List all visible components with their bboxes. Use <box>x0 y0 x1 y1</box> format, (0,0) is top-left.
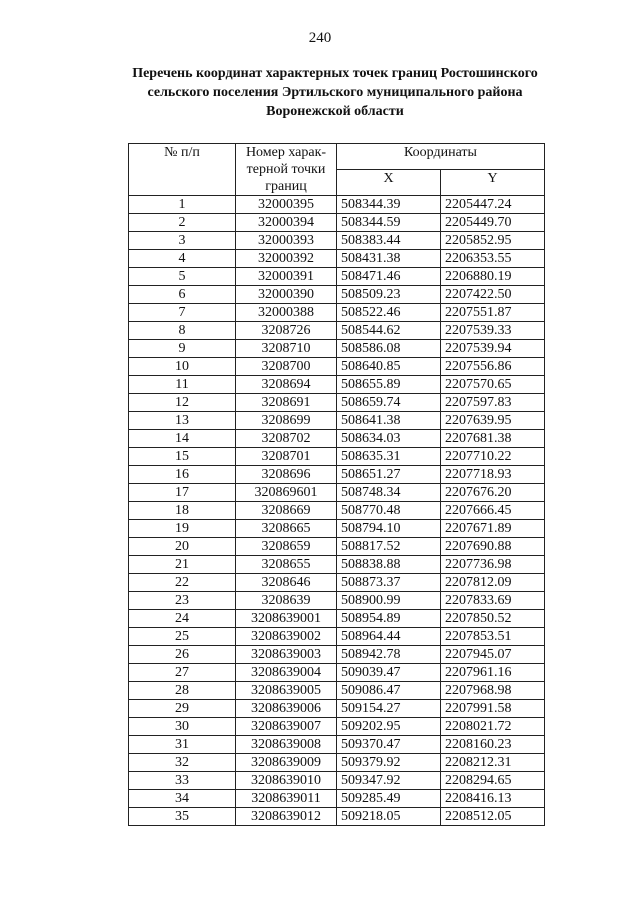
cell-x: 508344.59 <box>337 214 441 232</box>
cell-point-code: 3208646 <box>236 574 337 592</box>
cell-num: 12 <box>129 394 236 412</box>
table-row <box>129 286 545 304</box>
cell-num: 3 <box>129 232 236 250</box>
cell-x: 508770.48 <box>337 502 441 520</box>
cell-point-code: 3208710 <box>236 340 337 358</box>
table-row <box>129 466 545 484</box>
cell-point-code: 3208639003 <box>236 646 337 664</box>
table-row <box>129 340 545 358</box>
cell-point-code: 3208639012 <box>236 808 337 826</box>
cell-x: 508634.03 <box>337 430 441 448</box>
table-row <box>129 808 545 826</box>
cell-point-code: 3208691 <box>236 394 337 412</box>
table-row <box>129 520 545 538</box>
cell-y: 2207968.98 <box>441 682 545 700</box>
cell-num: 9 <box>129 340 236 358</box>
cell-x: 508641.38 <box>337 412 441 430</box>
cell-y: 2205852.95 <box>441 232 545 250</box>
cell-x: 508344.39 <box>337 196 441 214</box>
table-row <box>129 664 545 682</box>
table-row <box>129 430 545 448</box>
cell-point-code: 32000388 <box>236 304 337 322</box>
table-row <box>129 628 545 646</box>
table-row <box>129 790 545 808</box>
cell-point-code: 32000390 <box>236 286 337 304</box>
cell-num: 17 <box>129 484 236 502</box>
cell-num: 19 <box>129 520 236 538</box>
header-point-code: Номер харак- терной точки границ <box>236 144 337 196</box>
table-row <box>129 700 545 718</box>
page-number: 240 <box>308 30 332 46</box>
table-row <box>129 448 545 466</box>
cell-x: 509086.47 <box>337 682 441 700</box>
table-row <box>129 304 545 322</box>
cell-num: 34 <box>129 790 236 808</box>
cell-x: 509202.95 <box>337 718 441 736</box>
table-row <box>129 412 545 430</box>
cell-x: 508640.85 <box>337 358 441 376</box>
cell-y: 2207812.09 <box>441 574 545 592</box>
cell-x: 508900.99 <box>337 592 441 610</box>
cell-x: 508748.34 <box>337 484 441 502</box>
cell-y: 2207539.33 <box>441 322 545 340</box>
cell-x: 508383.44 <box>337 232 441 250</box>
cell-point-code: 3208665 <box>236 520 337 538</box>
cell-point-code: 3208655 <box>236 556 337 574</box>
cell-num: 30 <box>129 718 236 736</box>
cell-num: 2 <box>129 214 236 232</box>
cell-point-code: 3208669 <box>236 502 337 520</box>
cell-num: 32 <box>129 754 236 772</box>
cell-y: 2207539.94 <box>441 340 545 358</box>
cell-x: 508794.10 <box>337 520 441 538</box>
cell-y: 2207710.22 <box>441 448 545 466</box>
cell-x: 509379.92 <box>337 754 441 772</box>
cell-num: 26 <box>129 646 236 664</box>
table-row <box>129 250 545 268</box>
cell-num: 11 <box>129 376 236 394</box>
table-row <box>129 646 545 664</box>
cell-point-code: 3208700 <box>236 358 337 376</box>
cell-point-code: 3208639007 <box>236 718 337 736</box>
cell-num: 6 <box>129 286 236 304</box>
cell-num: 10 <box>129 358 236 376</box>
cell-y: 2205449.70 <box>441 214 545 232</box>
cell-point-code: 3208639 <box>236 592 337 610</box>
cell-x: 508838.88 <box>337 556 441 574</box>
cell-y: 2207718.93 <box>441 466 545 484</box>
cell-y: 2208416.13 <box>441 790 545 808</box>
table-row <box>129 556 545 574</box>
table-row <box>129 754 545 772</box>
cell-point-code: 3208639011 <box>236 790 337 808</box>
cell-x: 508817.52 <box>337 538 441 556</box>
cell-y: 2207850.52 <box>441 610 545 628</box>
cell-x: 508509.23 <box>337 286 441 304</box>
cell-num: 23 <box>129 592 236 610</box>
cell-point-code: 3208702 <box>236 430 337 448</box>
table-row <box>129 358 545 376</box>
cell-y: 2207551.87 <box>441 304 545 322</box>
cell-num: 18 <box>129 502 236 520</box>
table-row <box>129 394 545 412</box>
cell-point-code: 3208639006 <box>236 700 337 718</box>
cell-x: 509039.47 <box>337 664 441 682</box>
cell-x: 508471.46 <box>337 268 441 286</box>
cell-x: 508659.74 <box>337 394 441 412</box>
cell-num: 15 <box>129 448 236 466</box>
cell-x: 508651.27 <box>337 466 441 484</box>
table-row <box>129 682 545 700</box>
cell-y: 2207671.89 <box>441 520 545 538</box>
cell-num: 13 <box>129 412 236 430</box>
cell-y: 2207736.98 <box>441 556 545 574</box>
cell-x: 508635.31 <box>337 448 441 466</box>
table-row <box>129 736 545 754</box>
cell-y: 2208294.65 <box>441 772 545 790</box>
cell-point-code: 32000393 <box>236 232 337 250</box>
cell-num: 14 <box>129 430 236 448</box>
cell-y: 2207422.50 <box>441 286 545 304</box>
table-row <box>129 322 545 340</box>
cell-y: 2208512.05 <box>441 808 545 826</box>
cell-y: 2207961.16 <box>441 664 545 682</box>
cell-num: 33 <box>129 772 236 790</box>
cell-num: 35 <box>129 808 236 826</box>
cell-y: 2207639.95 <box>441 412 545 430</box>
cell-y: 2207991.58 <box>441 700 545 718</box>
header-coordinates: Координаты <box>337 144 545 170</box>
cell-point-code: 3208639008 <box>236 736 337 754</box>
cell-x: 508544.62 <box>337 322 441 340</box>
cell-num: 7 <box>129 304 236 322</box>
cell-x: 508964.44 <box>337 628 441 646</box>
cell-x: 508873.37 <box>337 574 441 592</box>
cell-y: 2207681.38 <box>441 430 545 448</box>
title-line-1: Перечень координат характерных точек границ Ростошинского <box>132 66 538 81</box>
cell-point-code: 3208726 <box>236 322 337 340</box>
header-num: № п/п <box>129 144 236 196</box>
cell-num: 22 <box>129 574 236 592</box>
table-row <box>129 232 545 250</box>
cell-y: 2206880.19 <box>441 268 545 286</box>
document-title <box>90 64 580 121</box>
cell-num: 20 <box>129 538 236 556</box>
cell-point-code: 3208701 <box>236 448 337 466</box>
table-row <box>129 574 545 592</box>
cell-point-code: 32000395 <box>236 196 337 214</box>
cell-y: 2208160.23 <box>441 736 545 754</box>
cell-point-code: 3208659 <box>236 538 337 556</box>
cell-num: 21 <box>129 556 236 574</box>
table-row <box>129 214 545 232</box>
cell-y: 2207945.07 <box>441 646 545 664</box>
cell-point-code: 320869601 <box>236 484 337 502</box>
cell-x: 508655.89 <box>337 376 441 394</box>
table-row <box>129 592 545 610</box>
cell-x: 508942.78 <box>337 646 441 664</box>
table-row <box>129 196 545 214</box>
cell-num: 29 <box>129 700 236 718</box>
cell-num: 31 <box>129 736 236 754</box>
cell-y: 2207690.88 <box>441 538 545 556</box>
coordinates-table <box>128 143 545 826</box>
cell-point-code: 3208699 <box>236 412 337 430</box>
cell-y: 2207570.65 <box>441 376 545 394</box>
table-row <box>129 718 545 736</box>
cell-x: 509370.47 <box>337 736 441 754</box>
cell-point-code: 3208639002 <box>236 628 337 646</box>
cell-num: 27 <box>129 664 236 682</box>
cell-x: 509347.92 <box>337 772 441 790</box>
cell-num: 4 <box>129 250 236 268</box>
cell-point-code: 3208696 <box>236 466 337 484</box>
cell-y: 2208021.72 <box>441 718 545 736</box>
cell-point-code: 3208639009 <box>236 754 337 772</box>
cell-point-code: 3208639010 <box>236 772 337 790</box>
cell-point-code: 3208639001 <box>236 610 337 628</box>
cell-y: 2207853.51 <box>441 628 545 646</box>
cell-point-code: 32000392 <box>236 250 337 268</box>
header-x: X <box>337 170 441 196</box>
cell-num: 24 <box>129 610 236 628</box>
table-row <box>129 268 545 286</box>
table-row <box>129 502 545 520</box>
cell-point-code: 32000394 <box>236 214 337 232</box>
table-row <box>129 376 545 394</box>
cell-num: 16 <box>129 466 236 484</box>
cell-x: 508586.08 <box>337 340 441 358</box>
cell-x: 509154.27 <box>337 700 441 718</box>
cell-x: 508522.46 <box>337 304 441 322</box>
cell-y: 2207597.83 <box>441 394 545 412</box>
cell-num: 8 <box>129 322 236 340</box>
cell-y: 2207666.45 <box>441 502 545 520</box>
cell-point-code: 32000391 <box>236 268 337 286</box>
cell-x: 509218.05 <box>337 808 441 826</box>
cell-x: 508431.38 <box>337 250 441 268</box>
table-row <box>129 484 545 502</box>
cell-num: 1 <box>129 196 236 214</box>
cell-point-code: 3208694 <box>236 376 337 394</box>
cell-num: 25 <box>129 628 236 646</box>
title-line-3: Воронежской области <box>266 104 404 119</box>
cell-y: 2205447.24 <box>441 196 545 214</box>
table-row <box>129 772 545 790</box>
table-row <box>129 538 545 556</box>
table-body <box>129 196 545 826</box>
cell-point-code: 3208639005 <box>236 682 337 700</box>
cell-y: 2207556.86 <box>441 358 545 376</box>
cell-y: 2207833.69 <box>441 592 545 610</box>
cell-y: 2207676.20 <box>441 484 545 502</box>
cell-num: 5 <box>129 268 236 286</box>
cell-num: 28 <box>129 682 236 700</box>
cell-x: 509285.49 <box>337 790 441 808</box>
cell-y: 2208212.31 <box>441 754 545 772</box>
title-line-2: сельского поселения Эртильского муниципального района <box>147 85 523 100</box>
cell-y: 2206353.55 <box>441 250 545 268</box>
cell-x: 508954.89 <box>337 610 441 628</box>
header-y: Y <box>441 170 545 196</box>
cell-point-code: 3208639004 <box>236 664 337 682</box>
table-row <box>129 610 545 628</box>
